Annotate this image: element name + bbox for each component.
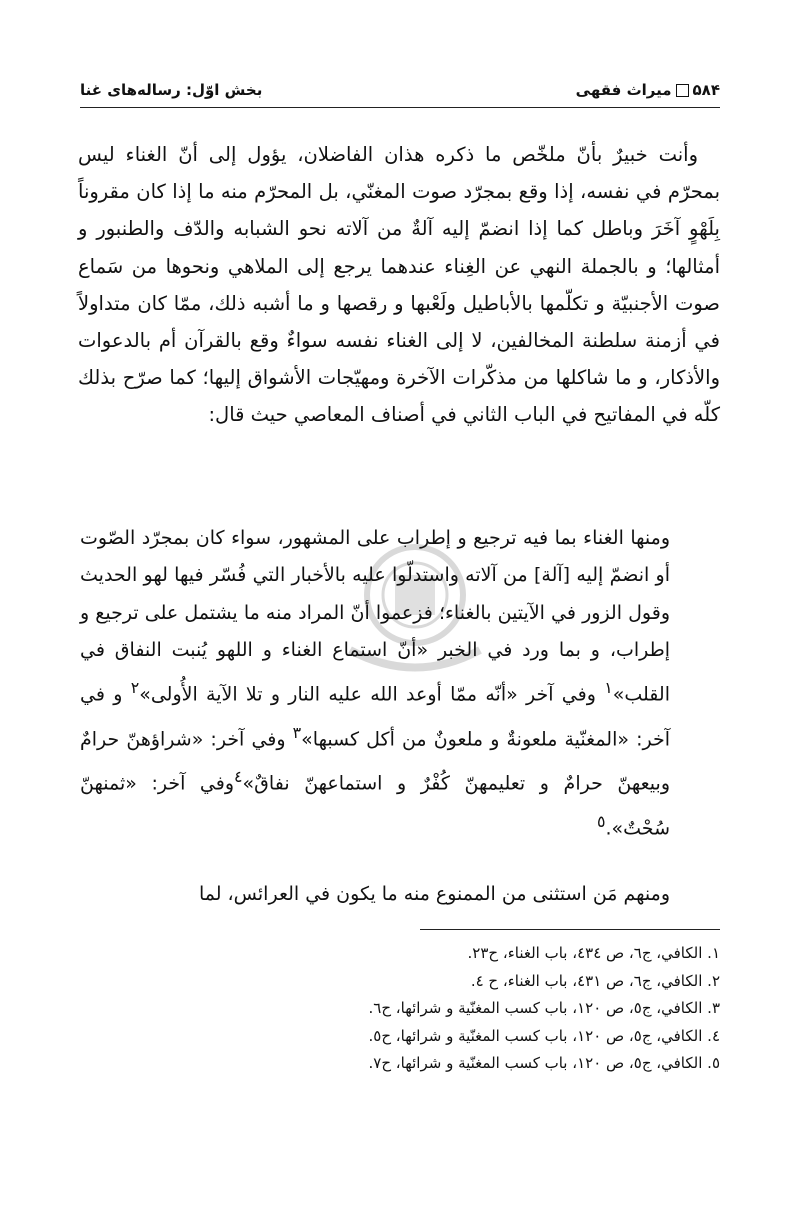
header-rule [80,107,720,108]
footnote-2: ٢. الكافي، ج٦، ص ٤٣١، باب الغناء، ح ٤. [470,971,720,990]
quote-text-5: وفي آخر: «ثمنهنّ سُحْتٌ». [80,772,670,840]
footnote-1: ١. الكافي، ج٦، ص ٤٣٤، باب الغناء، ح٢٣. [467,944,720,962]
quote-paragraph [80,520,670,848]
footnote-ref-2: ٢ [130,678,140,698]
book-title: میراث فقهی [575,81,672,99]
quote-text-2: وفي آخر «أنّه ممّا أوعد الله عليه النار و تلا الآية الأُولى» [139,683,605,706]
footnote-ref-1: ١ [604,678,613,698]
main-paragraph: وأنت خبيرٌ بأنّ ملخّص ما ذكره هذان الفاضلان، يؤول إلى أنّ الغناء ليس بمحرّم في نفسه، إذا وقع بمجرّد صوت المغنّي، بل المحرّم منه ما إذا كان مقروناً بِلَهْوٍ آخَرَ وباطل كما إذا انضمّ إليه آلةٌ من آلاته نحو الشبابه والدّف والطنبور و أمثالها؛ و بالجملة النهي عن الغِناء عندهما يرجع إلى الملاهي ونحوها من سَماع صوت الأجنبيّة و تكلّمها بالأباطيل ولَعْبها و رقصها و ما أشبه ذلك، ممّا كان متداولاً في أزمنة سلطنة المخالفين، لا إلى الغناء نفسه سواءٌ وقع بالقرآن أم بالدعوات والأذكار، و ما شاكلها من مذكّرات الآخرة ومهيّجات الأشواق إليها؛ كما صرّح بذلك كلّه في المفاتيح في الباب الثاني في أصناف المعاصي حيث قال: [78,143,720,427]
quoted-block [80,520,670,848]
footnote-ref-5: ٥ [596,812,606,832]
section-title: بخش اوّل: رساله‌های غنا [80,81,263,99]
continuing-text [80,876,670,913]
footnote-4: ٤. الكافي، ج٥، ص ١٢٠، باب كسب المغنّية و شرائها، ح٥. [368,1026,720,1045]
continuing-paragraph: ومنهم مَن استثنى من الممنوع منه ما يكون في العرائس، لما [198,883,670,905]
footnote-5: ٥. الكافي، ج٥، ص ١٢٠، باب كسب المغنّية و شرائها، ح٧. [368,1054,720,1073]
square-ornament-icon [676,84,689,97]
quote-text-4: وفي آخر: «شراؤهنّ حرامٌ وبيعهنّ حرامٌ و تعليمهنّ كُفْرٌ و استماعهنّ نفاقٌ» [80,728,670,795]
quote-text-1: ومنها الغناء بما فيه ترجيع و إطراب على المشهور، سواء كان بمجرّد الصّوت أو انضمّ إليه [آلة] من آلاته واستدلّوا عليه بالأخبار التي فُسّر فيها لهو الحديث وقول الزور في الآيتين بالغناء؛ فزعموا أنّ المراد منه ما يشتمل على ترجيع و إطراب، و بما ورد في الخبر «أنّ استماع الغناء و اللهو يُنبت النفاق في القلب» [80,527,670,706]
page-number-group [576,81,720,99]
main-text [78,136,720,434]
footnote-ref-4: ٤ [234,767,243,787]
footnote-3: ٣. الكافي، ج٥، ص ١٢٠، باب كسب المغنّية و شرائها، ح٦. [368,999,720,1018]
quote-text-3: و في آخر: «المغنّية ملعونةٌ و ملعونٌ من أكل كسبها» [80,683,670,751]
footnote-ref-3: ٣ [292,722,302,742]
page-number: ۵۸۴ [692,81,720,99]
running-header [80,75,720,105]
footnotes [80,940,720,1078]
footnote-rule [420,929,720,930]
